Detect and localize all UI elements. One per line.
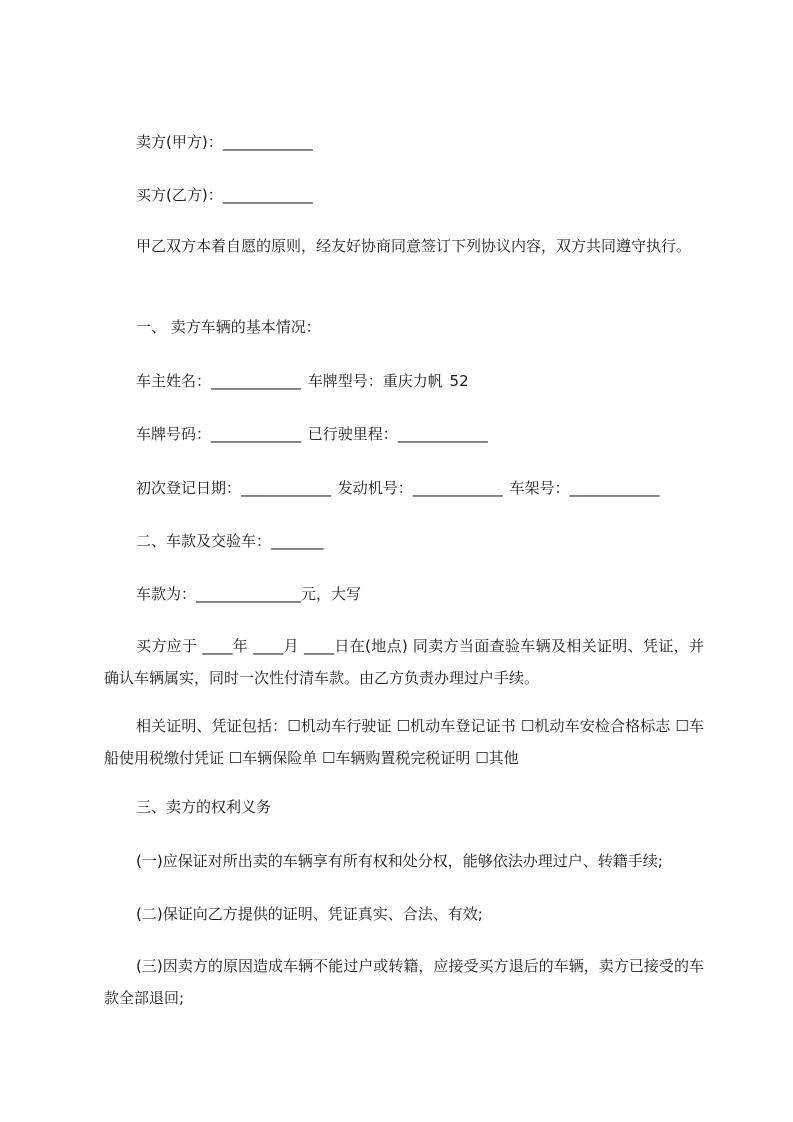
delivery-paragraph: 买方应于 ____年 ____月 ____日在(地点) 同卖方当面查验车辆及相关证明、凭证，并确认车辆属实，同时一次性付清车款。由乙方负责办理过户手续。 [104,637,704,687]
section1-heading: 一、 卖方车辆的基本情况： [136,318,321,336]
seller-line: 卖方(甲方)：____________ [136,133,313,151]
section3-item3: (三)因卖方的原因造成车辆不能过户或转籍，应接受买方退后的车辆，卖方已接受的车款全部退回; [104,957,704,1007]
section2-heading: 二、车款及交验车：_______ [136,532,324,550]
documents-paragraph: 相关证明、凭证包括：☐机动车行驶证 ☐机动车登记证书 ☐机动车安检合格标志 ☐车船使用税缴付凭证 ☐车辆保险单 ☐车辆购置税完税证明 ☐其他 [104,717,704,767]
buyer-line: 买方(乙方)：____________ [136,186,313,204]
intro-paragraph: 甲乙双方本着自愿的原则，经友好协商同意签订下列协议内容，双方共同遵守执行。 [136,237,692,255]
section3-item1: (一)应保证对所出卖的车辆享有所有权和处分权，能够依法办理过户、转籍手续; [136,852,663,870]
owner-line: 车主姓名：____________ 车牌型号：重庆力帆 52 [136,372,469,390]
plate-line: 车牌号码：____________ 已行驶里程：____________ [136,425,488,443]
registration-line: 初次登记日期：____________ 发动机号：____________ 车架号：____________ [136,479,660,497]
price-line: 车款为：______________元，大写 [136,585,362,603]
section3-heading: 三、卖方的权利义务 [136,798,272,816]
section3-item2: (二)保证向乙方提供的证明、凭证真实、合法、有效; [136,905,483,923]
